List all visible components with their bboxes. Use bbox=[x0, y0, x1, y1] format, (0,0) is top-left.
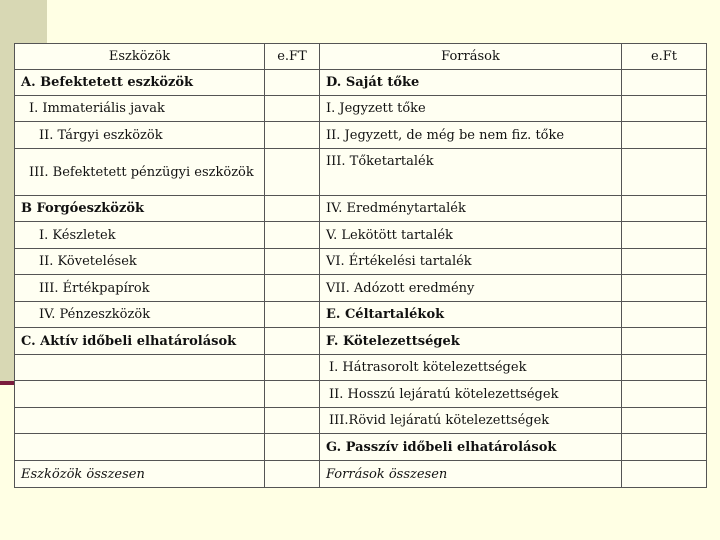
source-value bbox=[622, 196, 707, 222]
table-row bbox=[15, 149, 707, 196]
table-row bbox=[15, 328, 707, 355]
source-value bbox=[622, 275, 707, 302]
asset-label bbox=[15, 434, 265, 461]
table-row bbox=[15, 381, 707, 408]
source-value bbox=[622, 222, 707, 249]
source-label: III. Tőketartalék bbox=[320, 149, 622, 196]
asset-label: IV. Pénzeszközök bbox=[15, 302, 265, 328]
source-value bbox=[622, 70, 707, 96]
unit-left-header: e.FT bbox=[265, 44, 320, 70]
asset-label: II. Tárgyi eszközök bbox=[15, 122, 265, 149]
asset-label: B Forgóeszközök bbox=[15, 196, 265, 222]
asset-label bbox=[15, 355, 265, 381]
total-row bbox=[15, 461, 707, 488]
sources-header: Források bbox=[320, 44, 622, 70]
assets-total-value bbox=[265, 461, 320, 488]
table-row bbox=[15, 275, 707, 302]
source-value bbox=[622, 302, 707, 328]
asset-value bbox=[265, 434, 320, 461]
source-label: III.Rövid lejáratú kötelezettségek bbox=[320, 408, 622, 434]
source-label: I. Jegyzett tőke bbox=[320, 96, 622, 122]
source-label: VI. Értékelési tartalék bbox=[320, 249, 622, 275]
asset-value bbox=[265, 122, 320, 149]
table-row bbox=[15, 70, 707, 96]
source-label: F. Kötelezettségek bbox=[320, 328, 622, 355]
table-row bbox=[15, 434, 707, 461]
table-row bbox=[15, 122, 707, 149]
unit-right-header: e.Ft bbox=[622, 44, 707, 70]
asset-value bbox=[265, 355, 320, 381]
sources-total-label: Források összesen bbox=[320, 461, 622, 488]
asset-label: C. Aktív időbeli elhatárolások bbox=[15, 328, 265, 355]
source-value bbox=[622, 249, 707, 275]
source-label: II. Jegyzett, de még be nem fiz. tőke bbox=[320, 122, 622, 149]
table-row bbox=[15, 408, 707, 434]
assets-header: Eszközök bbox=[15, 44, 265, 70]
source-value bbox=[622, 149, 707, 196]
source-value bbox=[622, 381, 707, 408]
asset-label: III. Értékpapírok bbox=[15, 275, 265, 302]
table-row bbox=[15, 302, 707, 328]
asset-label: III. Befektetett pénzügyi eszközök bbox=[15, 149, 265, 196]
asset-value bbox=[265, 149, 320, 196]
asset-value bbox=[265, 328, 320, 355]
table-row bbox=[15, 222, 707, 249]
source-value bbox=[622, 96, 707, 122]
source-value bbox=[622, 328, 707, 355]
asset-label: I. Immateriális javak bbox=[15, 96, 265, 122]
source-label: VII. Adózott eredmény bbox=[320, 275, 622, 302]
header-row bbox=[15, 44, 707, 70]
balance-sheet-table bbox=[14, 43, 707, 488]
asset-value bbox=[265, 408, 320, 434]
source-label: IV. Eredménytartalék bbox=[320, 196, 622, 222]
source-value bbox=[622, 408, 707, 434]
asset-label: II. Követelések bbox=[15, 249, 265, 275]
table-row bbox=[15, 196, 707, 222]
sources-total-value bbox=[622, 461, 707, 488]
source-label: II. Hosszú lejáratú kötelezettségek bbox=[320, 381, 622, 408]
source-label: E. Céltartalékok bbox=[320, 302, 622, 328]
assets-total-label: Eszközök összesen bbox=[15, 461, 265, 488]
asset-label: A. Befektetett eszközök bbox=[15, 70, 265, 96]
source-label: G. Passzív időbeli elhatárolások bbox=[320, 434, 622, 461]
source-label: D. Saját tőke bbox=[320, 70, 622, 96]
asset-value bbox=[265, 196, 320, 222]
source-label: V. Lekötött tartalék bbox=[320, 222, 622, 249]
table-row bbox=[15, 96, 707, 122]
source-value bbox=[622, 355, 707, 381]
table-row bbox=[15, 249, 707, 275]
asset-value bbox=[265, 302, 320, 328]
asset-label bbox=[15, 381, 265, 408]
asset-value bbox=[265, 381, 320, 408]
source-value bbox=[622, 434, 707, 461]
source-value bbox=[622, 122, 707, 149]
asset-value bbox=[265, 222, 320, 249]
asset-label bbox=[15, 408, 265, 434]
asset-value bbox=[265, 275, 320, 302]
table-row bbox=[15, 355, 707, 381]
asset-label: I. Készletek bbox=[15, 222, 265, 249]
asset-value bbox=[265, 70, 320, 96]
asset-value bbox=[265, 96, 320, 122]
asset-value bbox=[265, 249, 320, 275]
source-label: I. Hátrasorolt kötelezettségek bbox=[320, 355, 622, 381]
